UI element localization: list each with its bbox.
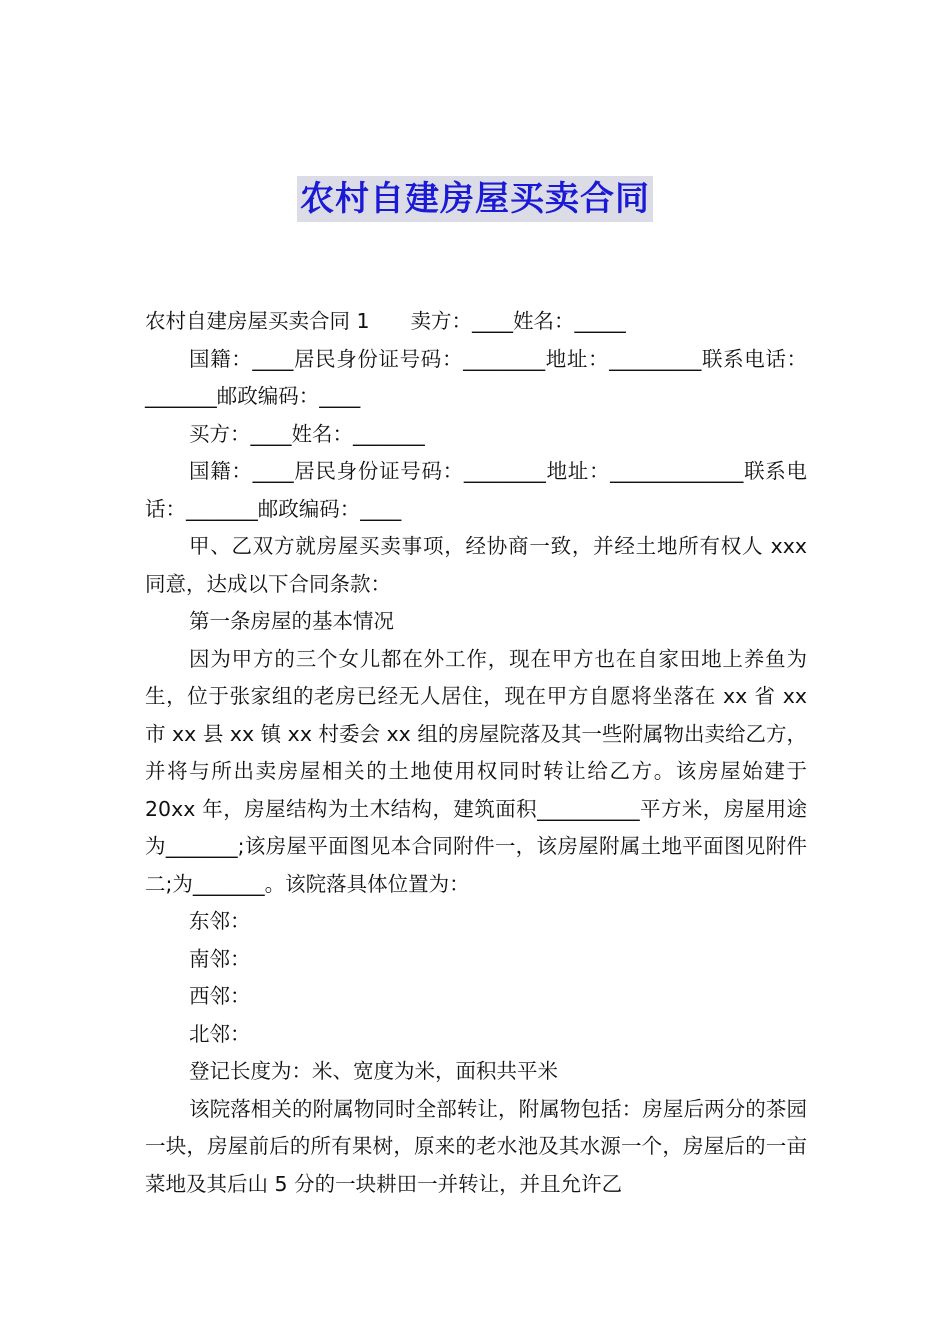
article-one-heading: 第一条房屋的基本情况 xyxy=(189,609,394,633)
attachments-paragraph: 该院落相关的附属物同时全部转让，附属物包括：房屋后两分的茶园一块，房屋前后的所有果树，原来的老水池及其水源一个，房屋后的一亩菜地及其后山 5 分的一块耕田一并转让，并且允许乙 xyxy=(145,1096,807,1196)
south-neighbor-line: 南邻： xyxy=(189,946,251,971)
document-title: 农村自建房屋买卖合同 xyxy=(297,176,653,222)
title-container xyxy=(0,176,950,222)
registered-dimensions-line: 登记长度为：米、宽度为米，面积共平米 xyxy=(189,1059,558,1083)
agreement-intro-paragraph: 甲、乙双方就房屋买卖事项，经协商一致，并经土地所有权人 xxx 同意，达成以下合同条款： xyxy=(145,534,807,596)
document-body xyxy=(145,303,807,1203)
north-neighbor-line: 北邻： xyxy=(189,1021,251,1046)
buyer-details-paragraph: 国籍：____居民身份证号码：________地址：_____________联系电话：_______邮政编码：____ xyxy=(145,459,807,521)
buyer-heading-paragraph: 买方：____姓名：_______ xyxy=(189,421,425,446)
west-neighbor-line: 西邻： xyxy=(189,984,251,1008)
property-description-paragraph: 因为甲方的三个女儿都在外工作，现在甲方也在自家田地上养鱼为生，位于张家组的老房已经无人居住，现在甲方自愿将坐落在 xx 省 xx 市 xx 县 xx 镇 xx 村委会 xx 组的房屋院落及其一些附属物出卖给乙方，并将与所出卖房屋相关的土地使用权同时转让给乙方。该房屋始建于 20xx 年，房屋结构为土木结构，建筑面积__________平方米，房屋用途为_______;该房屋平面图见本合同附件一，该房屋附属土地平面图见附件二;为_______。该院落具体位置为： xyxy=(145,646,807,896)
seller-details-paragraph: 国籍：____居民身份证号码：________地址：_________联系电话：_______邮政编码：____ xyxy=(145,346,807,408)
east-neighbor-line: 东邻： xyxy=(189,909,251,933)
seller-heading-paragraph: 农村自建房屋买卖合同 1 卖方：____姓名：_____ xyxy=(145,309,626,333)
